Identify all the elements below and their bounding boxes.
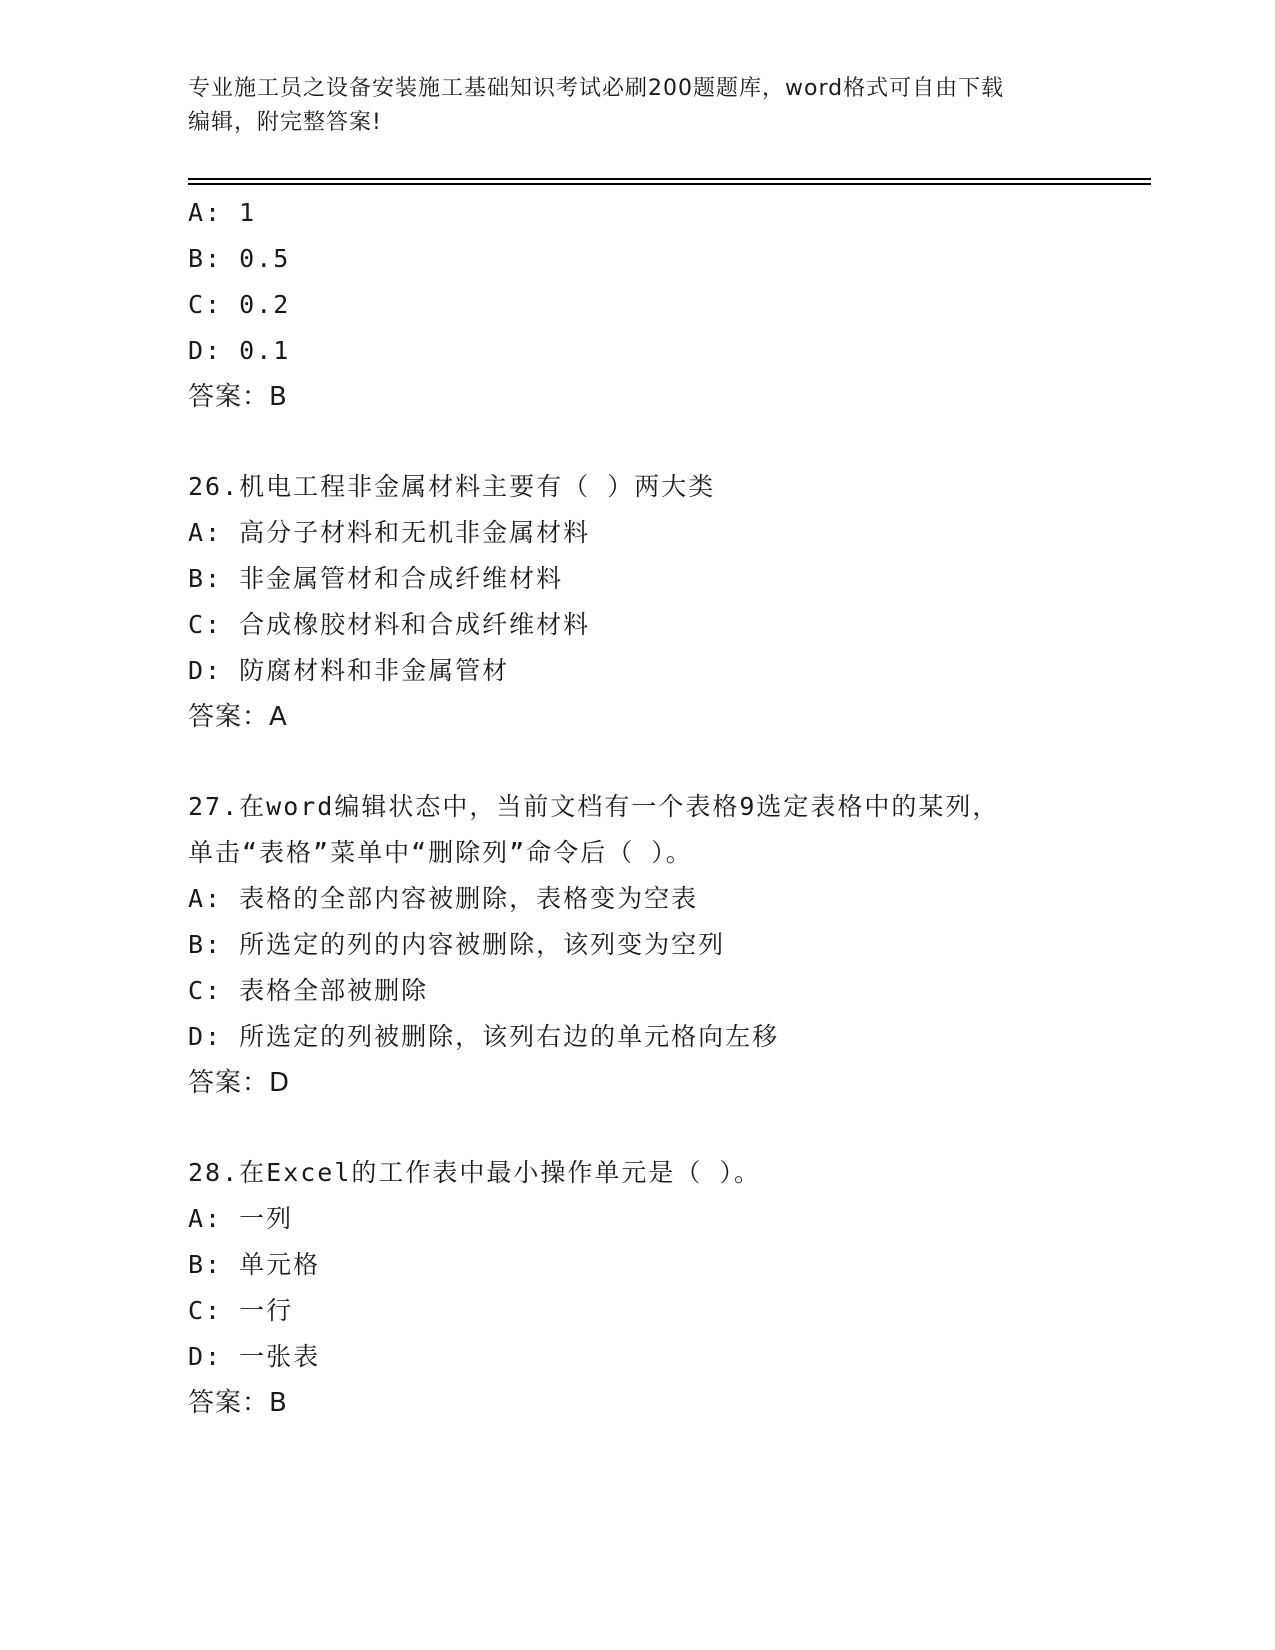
option-b: B: 非金属管材和合成纤维材料 bbox=[188, 564, 564, 593]
option-b: B: 单元格 bbox=[188, 1250, 321, 1279]
option-d: D: 所选定的列被删除，该列右边的单元格向左移 bbox=[188, 1022, 780, 1051]
document-header bbox=[188, 72, 1088, 140]
option-c: C: 合成橡胶材料和合成纤维材料 bbox=[188, 610, 591, 639]
option-d: D: 防腐材料和非金属管材 bbox=[188, 656, 510, 685]
question-stem: 26.机电工程非金属材料主要有（ ）两大类 bbox=[188, 472, 716, 501]
option-c: C: 0.2 bbox=[188, 290, 291, 319]
answer-line: 答案：B bbox=[188, 382, 288, 412]
answer-line: 答案：D bbox=[188, 1068, 291, 1098]
header-divider-top bbox=[188, 178, 1151, 180]
option-a: A: 表格的全部内容被删除，表格变为空表 bbox=[188, 884, 699, 913]
header-title-line-2: 编辑，附完整答案! bbox=[188, 110, 382, 135]
option-c: C: 表格全部被删除 bbox=[188, 976, 429, 1005]
question-26 bbox=[188, 464, 1128, 740]
question-content bbox=[188, 190, 1128, 1426]
header-title-line-1: 专业施工员之设备安装施工基础知识考试必刷200题题库，word格式可自由下载 bbox=[188, 76, 1005, 101]
option-b: B: 0.5 bbox=[188, 244, 291, 273]
question-stem: 28.在Excel的工作表中最小操作单元是（ ）。 bbox=[188, 1158, 761, 1187]
option-a: A: 1 bbox=[188, 198, 257, 227]
header-divider-bottom bbox=[188, 183, 1151, 185]
answer-line: 答案：B bbox=[188, 1388, 288, 1418]
option-b: B: 所选定的列的内容被删除，该列变为空列 bbox=[188, 930, 726, 959]
option-d: D: 0.1 bbox=[188, 336, 291, 365]
answer-line: 答案：A bbox=[188, 702, 288, 732]
question-27 bbox=[188, 784, 1128, 1106]
question-25-continued bbox=[188, 190, 1128, 420]
question-stem-line-1: 27.在word编辑状态中，当前文档有一个表格9选定表格中的某列， bbox=[188, 792, 1000, 821]
option-c: C: 一行 bbox=[188, 1296, 294, 1325]
question-28 bbox=[188, 1150, 1128, 1426]
option-a: A: 高分子材料和无机非金属材料 bbox=[188, 518, 591, 547]
option-d: D: 一张表 bbox=[188, 1342, 321, 1371]
question-stem-line-2: 单击“表格”菜单中“删除列”命令后（ ）。 bbox=[188, 838, 693, 867]
option-a: A: 一列 bbox=[188, 1204, 294, 1233]
